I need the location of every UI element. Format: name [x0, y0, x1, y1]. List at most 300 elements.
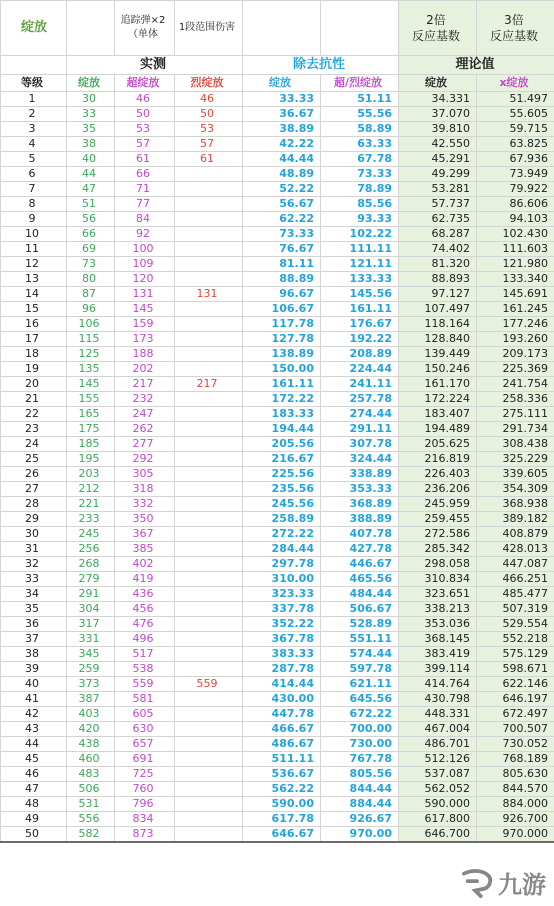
bloom-cell: 66: [67, 227, 115, 242]
lie-bloom-cell: [175, 692, 243, 707]
resist-super-cell: 970.00: [321, 827, 399, 843]
bloom-cell: 212: [67, 482, 115, 497]
super-bloom-cell: 367: [115, 527, 175, 542]
super-bloom-cell: 232: [115, 392, 175, 407]
lie-bloom-cell: 57: [175, 137, 243, 152]
level-cell: 15: [1, 302, 67, 317]
bloom-cell: 73: [67, 257, 115, 272]
theory-bloom-cell: 310.834: [399, 572, 477, 587]
level-cell: 11: [1, 242, 67, 257]
bloom-cell: 51: [67, 197, 115, 212]
theory-bloom-cell: 161.170: [399, 377, 477, 392]
lie-bloom-cell: [175, 227, 243, 242]
theory-x-cell: 730.052: [477, 737, 554, 752]
theory-x-cell: 79.922: [477, 182, 554, 197]
theory-bloom-cell: 118.164: [399, 317, 477, 332]
level-cell: 18: [1, 347, 67, 362]
theory-x-cell: 161.245: [477, 302, 554, 317]
theory-x-cell: 63.825: [477, 137, 554, 152]
lie-bloom-cell: [175, 617, 243, 632]
lie-bloom-cell: [175, 767, 243, 782]
theory-bloom-cell: 298.058: [399, 557, 477, 572]
resist-super-cell: 291.11: [321, 422, 399, 437]
theory-bloom-cell: 205.625: [399, 437, 477, 452]
col-tracking-header: 追踪弹×2（单体: [115, 1, 175, 56]
level-cell: 24: [1, 437, 67, 452]
super-bloom-cell: 496: [115, 632, 175, 647]
theory-bloom-cell: 617.800: [399, 812, 477, 827]
resist-bloom-cell: 96.67: [243, 287, 321, 302]
resist-bloom-cell: 225.56: [243, 467, 321, 482]
lie-bloom-cell: [175, 647, 243, 662]
resist-bloom-cell: 337.78: [243, 602, 321, 617]
bloom-cell: 387: [67, 692, 115, 707]
resist-super-cell: 51.11: [321, 92, 399, 107]
theory-bloom-cell: 172.224: [399, 392, 477, 407]
super-bloom-cell: 61: [115, 152, 175, 167]
theory-bloom-cell: 183.407: [399, 407, 477, 422]
table-row: [1, 512, 554, 527]
theory-bloom-cell: 97.127: [399, 287, 477, 302]
bloom-cell: 135: [67, 362, 115, 377]
level-cell: 38: [1, 647, 67, 662]
bloom-cell: 40: [67, 152, 115, 167]
super-bloom-cell: 834: [115, 812, 175, 827]
lie-bloom-cell: [175, 512, 243, 527]
resist-bloom-cell: 367.78: [243, 632, 321, 647]
level-cell: 43: [1, 722, 67, 737]
super-bloom-cell: 131: [115, 287, 175, 302]
theory-x-cell: 51.497: [477, 92, 554, 107]
theory-bloom-cell: 139.449: [399, 347, 477, 362]
resist-super-cell: 528.89: [321, 617, 399, 632]
theory-bloom-cell: 467.004: [399, 722, 477, 737]
super-bloom-cell: 657: [115, 737, 175, 752]
theory-x-cell: 291.734: [477, 422, 554, 437]
resist-super-cell: 574.44: [321, 647, 399, 662]
bloom-cell: 331: [67, 632, 115, 647]
theory-x-cell: 552.218: [477, 632, 554, 647]
theory-bloom-cell: 236.206: [399, 482, 477, 497]
subheader-super-bloom: 超绽放: [115, 75, 175, 92]
resist-super-cell: 257.78: [321, 392, 399, 407]
theory-x-cell: 598.671: [477, 662, 554, 677]
resist-bloom-cell: 106.67: [243, 302, 321, 317]
level-cell: 44: [1, 737, 67, 752]
resist-super-cell: 78.89: [321, 182, 399, 197]
theory-bloom-cell: 128.840: [399, 332, 477, 347]
resist-bloom-cell: 297.78: [243, 557, 321, 572]
super-bloom-cell: 262: [115, 422, 175, 437]
bloom-cell: 80: [67, 272, 115, 287]
theory-bloom-cell: 107.497: [399, 302, 477, 317]
super-bloom-cell: 247: [115, 407, 175, 422]
lie-bloom-cell: 61: [175, 152, 243, 167]
bloom-cell: 33: [67, 107, 115, 122]
table-row: [1, 182, 554, 197]
lie-bloom-cell: [175, 542, 243, 557]
theory-bloom-cell: 338.213: [399, 602, 477, 617]
level-cell: 7: [1, 182, 67, 197]
super-bloom-cell: 436: [115, 587, 175, 602]
bloom-cell: 403: [67, 707, 115, 722]
lie-bloom-cell: [175, 587, 243, 602]
level-cell: 22: [1, 407, 67, 422]
theory-x-cell: 225.369: [477, 362, 554, 377]
table-row: [1, 362, 554, 377]
resist-bloom-cell: 44.44: [243, 152, 321, 167]
table-row: [1, 722, 554, 737]
lie-bloom-cell: [175, 212, 243, 227]
table-row: [1, 257, 554, 272]
resist-bloom-cell: 42.22: [243, 137, 321, 152]
resist-bloom-cell: 617.78: [243, 812, 321, 827]
table-row: [1, 812, 554, 827]
lie-bloom-cell: [175, 662, 243, 677]
table-row: [1, 197, 554, 212]
bloom-cell: 556: [67, 812, 115, 827]
theory-x-cell: 529.554: [477, 617, 554, 632]
resist-super-cell: 388.89: [321, 512, 399, 527]
theory-x-cell: 672.497: [477, 707, 554, 722]
super-bloom-cell: 332: [115, 497, 175, 512]
bloom-cell: 304: [67, 602, 115, 617]
theory-x-cell: 325.229: [477, 452, 554, 467]
level-cell: 9: [1, 212, 67, 227]
bloom-cell: 233: [67, 512, 115, 527]
level-cell: 48: [1, 797, 67, 812]
resist-super-cell: 844.44: [321, 782, 399, 797]
table-row: [1, 692, 554, 707]
lie-bloom-cell: [175, 602, 243, 617]
level-cell: 50: [1, 827, 67, 843]
lie-bloom-cell: [175, 257, 243, 272]
theory-x-cell: 145.691: [477, 287, 554, 302]
resist-bloom-cell: 161.11: [243, 377, 321, 392]
resist-super-cell: 597.78: [321, 662, 399, 677]
level-cell: 10: [1, 227, 67, 242]
theory-bloom-cell: 323.651: [399, 587, 477, 602]
level-cell: 8: [1, 197, 67, 212]
theory-bloom-cell: 39.810: [399, 122, 477, 137]
super-bloom-cell: 84: [115, 212, 175, 227]
theory-x-cell: 241.754: [477, 377, 554, 392]
resist-bloom-cell: 62.22: [243, 212, 321, 227]
lie-bloom-cell: [175, 167, 243, 182]
lie-bloom-cell: 217: [175, 377, 243, 392]
col-aoe-header: 1段范围伤害: [175, 1, 243, 56]
bloom-cell: 531: [67, 797, 115, 812]
resist-bloom-cell: 590.00: [243, 797, 321, 812]
resist-super-cell: 621.11: [321, 677, 399, 692]
resist-bloom-cell: 646.67: [243, 827, 321, 843]
theory-x-cell: 308.438: [477, 437, 554, 452]
resist-bloom-cell: 245.56: [243, 497, 321, 512]
resist-super-cell: 145.56: [321, 287, 399, 302]
table-row: [1, 707, 554, 722]
theory-x-cell: 354.309: [477, 482, 554, 497]
section-measured: 实测: [67, 56, 243, 75]
bloom-cell: 155: [67, 392, 115, 407]
resist-bloom-cell: 258.89: [243, 512, 321, 527]
bloom-cell: 30: [67, 92, 115, 107]
theory-bloom-cell: 45.291: [399, 152, 477, 167]
super-bloom-cell: 402: [115, 557, 175, 572]
resist-super-cell: 176.67: [321, 317, 399, 332]
table-row: [1, 347, 554, 362]
lie-bloom-cell: 46: [175, 92, 243, 107]
theory-x-cell: 73.949: [477, 167, 554, 182]
theory-bloom-cell: 81.320: [399, 257, 477, 272]
level-cell: 20: [1, 377, 67, 392]
theory-bloom-cell: 259.455: [399, 512, 477, 527]
level-cell: 46: [1, 767, 67, 782]
theory-bloom-cell: 150.246: [399, 362, 477, 377]
table-row: [1, 332, 554, 347]
table-row: [1, 212, 554, 227]
lie-bloom-cell: [175, 407, 243, 422]
theory-bloom-cell: 53.281: [399, 182, 477, 197]
level-cell: 42: [1, 707, 67, 722]
theory-x-cell: 55.605: [477, 107, 554, 122]
resist-bloom-cell: 88.89: [243, 272, 321, 287]
table-row: [1, 167, 554, 182]
theory-x-cell: 408.879: [477, 527, 554, 542]
resist-bloom-cell: 150.00: [243, 362, 321, 377]
lie-bloom-cell: [175, 392, 243, 407]
resist-super-cell: 161.11: [321, 302, 399, 317]
level-cell: 19: [1, 362, 67, 377]
table-row: [1, 437, 554, 452]
super-bloom-cell: 517: [115, 647, 175, 662]
header-empty-3: [321, 1, 399, 56]
resist-super-cell: 111.11: [321, 242, 399, 257]
theory-x-cell: 575.129: [477, 647, 554, 662]
resist-super-cell: 121.11: [321, 257, 399, 272]
col-3x-header: 3倍 反应基数: [477, 1, 554, 56]
level-cell: 5: [1, 152, 67, 167]
theory-bloom-cell: 512.126: [399, 752, 477, 767]
resist-bloom-cell: 272.22: [243, 527, 321, 542]
watermark-text: 九游: [498, 871, 546, 899]
table-row: [1, 242, 554, 257]
section-empty: [1, 56, 67, 75]
super-bloom-cell: 120: [115, 272, 175, 287]
level-cell: 41: [1, 692, 67, 707]
lie-bloom-cell: [175, 452, 243, 467]
col-2x-header: 2倍 反应基数: [399, 1, 477, 56]
resist-bloom-cell: 33.33: [243, 92, 321, 107]
theory-x-cell: 193.260: [477, 332, 554, 347]
sheet-title: 绽放: [1, 1, 67, 56]
bloom-cell: 44: [67, 167, 115, 182]
resist-bloom-cell: 323.33: [243, 587, 321, 602]
resist-bloom-cell: 235.56: [243, 482, 321, 497]
table-row: [1, 227, 554, 242]
subheader-resist-super: 超/烈绽放: [321, 75, 399, 92]
table-row: [1, 407, 554, 422]
super-bloom-cell: 691: [115, 752, 175, 767]
theory-bloom-cell: 353.036: [399, 617, 477, 632]
section-row: [1, 56, 554, 75]
super-bloom-cell: 630: [115, 722, 175, 737]
level-cell: 28: [1, 497, 67, 512]
lie-bloom-cell: [175, 467, 243, 482]
bloom-cell: 87: [67, 287, 115, 302]
table-row: [1, 632, 554, 647]
theory-bloom-cell: 194.489: [399, 422, 477, 437]
theory-bloom-cell: 285.342: [399, 542, 477, 557]
resist-bloom-cell: 310.00: [243, 572, 321, 587]
theory-bloom-cell: 368.145: [399, 632, 477, 647]
resist-bloom-cell: 183.33: [243, 407, 321, 422]
level-cell: 39: [1, 662, 67, 677]
theory-x-cell: 339.605: [477, 467, 554, 482]
bloom-cell: 47: [67, 182, 115, 197]
level-cell: 29: [1, 512, 67, 527]
level-cell: 32: [1, 557, 67, 572]
resist-bloom-cell: 383.33: [243, 647, 321, 662]
theory-x-cell: 926.700: [477, 812, 554, 827]
theory-x-cell: 368.938: [477, 497, 554, 512]
theory-bloom-cell: 49.299: [399, 167, 477, 182]
bloom-cell: 115: [67, 332, 115, 347]
resist-bloom-cell: 76.67: [243, 242, 321, 257]
level-cell: 26: [1, 467, 67, 482]
resist-super-cell: 192.22: [321, 332, 399, 347]
theory-x-cell: 94.103: [477, 212, 554, 227]
resist-super-cell: 93.33: [321, 212, 399, 227]
super-bloom-cell: 50: [115, 107, 175, 122]
theory-x-cell: 59.715: [477, 122, 554, 137]
lie-bloom-cell: [175, 782, 243, 797]
resist-bloom-cell: 536.67: [243, 767, 321, 782]
super-bloom-cell: 145: [115, 302, 175, 317]
resist-bloom-cell: 127.78: [243, 332, 321, 347]
bloom-cell: 96: [67, 302, 115, 317]
super-bloom-cell: 559: [115, 677, 175, 692]
resist-super-cell: 73.33: [321, 167, 399, 182]
theory-x-cell: 844.570: [477, 782, 554, 797]
theory-bloom-cell: 399.114: [399, 662, 477, 677]
theory-bloom-cell: 42.550: [399, 137, 477, 152]
level-cell: 3: [1, 122, 67, 137]
resist-super-cell: 353.33: [321, 482, 399, 497]
level-cell: 6: [1, 167, 67, 182]
lie-bloom-cell: [175, 347, 243, 362]
level-cell: 40: [1, 677, 67, 692]
table-row: [1, 152, 554, 167]
table-row: [1, 662, 554, 677]
level-cell: 16: [1, 317, 67, 332]
resist-bloom-cell: 414.44: [243, 677, 321, 692]
theory-x-cell: 133.340: [477, 272, 554, 287]
super-bloom-cell: 873: [115, 827, 175, 843]
theory-x-cell: 884.000: [477, 797, 554, 812]
lie-bloom-cell: 559: [175, 677, 243, 692]
table-row: [1, 107, 554, 122]
lie-bloom-cell: [175, 737, 243, 752]
super-bloom-cell: 385: [115, 542, 175, 557]
resist-super-cell: 446.67: [321, 557, 399, 572]
theory-x-cell: 275.111: [477, 407, 554, 422]
subheader-lie-bloom: 烈绽放: [175, 75, 243, 92]
theory-x-cell: 805.630: [477, 767, 554, 782]
table-row: [1, 527, 554, 542]
theory-bloom-cell: 646.700: [399, 827, 477, 843]
bloom-cell: 582: [67, 827, 115, 843]
bloom-cell: 483: [67, 767, 115, 782]
resist-super-cell: 338.89: [321, 467, 399, 482]
bloom-cell: 420: [67, 722, 115, 737]
lie-bloom-cell: [175, 527, 243, 542]
resist-bloom-cell: 56.67: [243, 197, 321, 212]
super-bloom-cell: 46: [115, 92, 175, 107]
resist-bloom-cell: 486.67: [243, 737, 321, 752]
theory-bloom-cell: 34.331: [399, 92, 477, 107]
bloom-cell: 259: [67, 662, 115, 677]
table-row: [1, 377, 554, 392]
theory-x-cell: 970.000: [477, 827, 554, 843]
subheader-theory-bloom: 绽放: [399, 75, 477, 92]
resist-super-cell: 85.56: [321, 197, 399, 212]
resist-bloom-cell: 194.44: [243, 422, 321, 437]
super-bloom-cell: 217: [115, 377, 175, 392]
bloom-cell: 438: [67, 737, 115, 752]
resist-bloom-cell: 447.78: [243, 707, 321, 722]
subheader-bloom: 绽放: [67, 75, 115, 92]
lie-bloom-cell: [175, 827, 243, 843]
level-cell: 33: [1, 572, 67, 587]
lie-bloom-cell: [175, 197, 243, 212]
table-row: [1, 737, 554, 752]
table-row: [1, 137, 554, 152]
resist-super-cell: 208.89: [321, 347, 399, 362]
super-bloom-cell: 725: [115, 767, 175, 782]
theory-x-cell: 258.336: [477, 392, 554, 407]
table-row: [1, 752, 554, 767]
resist-bloom-cell: 430.00: [243, 692, 321, 707]
theory-x-cell: 447.087: [477, 557, 554, 572]
bloom-cell: 145: [67, 377, 115, 392]
table-row: [1, 482, 554, 497]
theory-x-cell: 646.197: [477, 692, 554, 707]
level-cell: 34: [1, 587, 67, 602]
lie-bloom-cell: [175, 632, 243, 647]
theory-bloom-cell: 414.764: [399, 677, 477, 692]
theory-bloom-cell: 590.000: [399, 797, 477, 812]
resist-super-cell: 324.44: [321, 452, 399, 467]
level-cell: 36: [1, 617, 67, 632]
resist-super-cell: 368.89: [321, 497, 399, 512]
super-bloom-cell: 292: [115, 452, 175, 467]
super-bloom-cell: 66: [115, 167, 175, 182]
resist-super-cell: 926.67: [321, 812, 399, 827]
table-row: [1, 572, 554, 587]
resist-super-cell: 484.44: [321, 587, 399, 602]
resist-bloom-cell: 287.78: [243, 662, 321, 677]
table-row: [1, 467, 554, 482]
super-bloom-cell: 77: [115, 197, 175, 212]
lie-bloom-cell: [175, 572, 243, 587]
resist-super-cell: 407.78: [321, 527, 399, 542]
table-row: [1, 782, 554, 797]
theory-bloom-cell: 486.701: [399, 737, 477, 752]
bloom-cell: 185: [67, 437, 115, 452]
resist-bloom-cell: 36.67: [243, 107, 321, 122]
super-bloom-cell: 188: [115, 347, 175, 362]
level-cell: 14: [1, 287, 67, 302]
